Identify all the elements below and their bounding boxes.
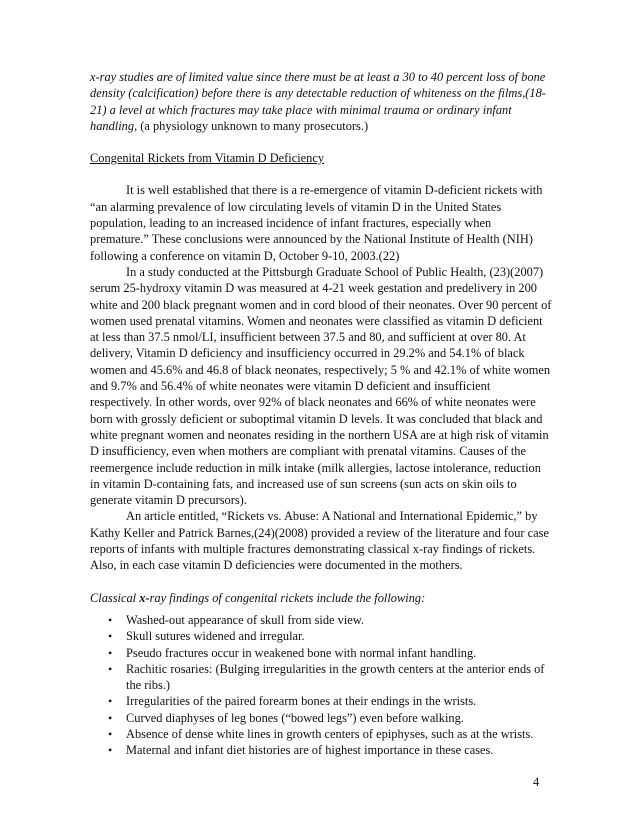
list-item <box>90 661 552 694</box>
findings-lead-after: ray findings of congenital rickets include the following: <box>149 590 426 605</box>
bullet-icon: • <box>108 743 113 758</box>
bullet-icon: • <box>108 629 113 644</box>
findings-lead <box>90 590 552 606</box>
list-item-text: Absence of dense white lines in growth centers of epiphyses, such as at the wrists. <box>126 726 534 741</box>
bullet-icon: • <box>108 661 113 676</box>
list-item-text: Irregularities of the paired forearm bones at their endings in the wrists. <box>126 694 477 709</box>
bullet-icon: • <box>108 612 113 627</box>
section-heading: Congenital Rickets from Vitamin D Deficiency <box>90 151 325 166</box>
list-item-text: Maternal and infant diet histories are of highest importance in these cases. <box>126 743 494 758</box>
intro-tail-text: , (a physiology unknown to many prosecutors.) <box>134 118 369 133</box>
list-item <box>90 628 552 644</box>
findings-lead-keyword: x- <box>139 590 150 605</box>
list-item <box>90 726 552 742</box>
findings-lead-before: Classical <box>90 590 140 605</box>
bullet-icon: • <box>108 726 113 741</box>
list-item-text: Washed-out appearance of skull from side view. <box>126 612 365 627</box>
intro-italic-text: x-ray studies are of limited value since there must be at least a 30 to 40 percent loss of bone density (calcification) before there is any detectable reduction of whiteness on the films,(18-21) a level at which fractures may take place with minimal trauma or ordinary infant handling <box>90 70 546 133</box>
list-item <box>90 710 552 726</box>
bullet-icon: • <box>108 645 113 660</box>
list-item-text: Skull sutures widened and irregular. <box>126 629 305 644</box>
list-item-text: Rachitic rosaries: (Bulging irregularities in the growth centers at the anterior ends of the ribs.) <box>126 661 545 693</box>
findings-list <box>90 612 552 759</box>
page-number: 4 <box>533 775 540 789</box>
bullet-icon: • <box>108 710 113 725</box>
paragraph-nih: It is well established that there is a re-emergence of vitamin D-deficient rickets with “an alarming prevalence of low circulating levels of vitamin D in the United States population, leading to an increased incidence of infant fractures, especially when premature.” These conclusions were announced by the National Institute of Health (NIH) following a conference on vitamin D, October 9-10, 2003.(22) <box>90 183 543 263</box>
paragraph-pittsburgh-study: In a study conducted at the Pittsburgh Graduate School of Public Health, (23)(2007) serum 25-hydroxy vitamin D was measured at 4-21 week gestation and predelivery in 200 white and 200 black pregnant women and in cord blood of their neonates. Over 90 percent of women used prenatal vitamins. Women and neonates were classified as vitamin D deficient at less than 37.5 nmol/LI, insufficient between 37.5 and 80, and sufficient at over 80. At delivery, Vitamin D deficiency and insufficiency occurred in 29.2% and 54.1% of black women and 45.6% and 46.8 of black neonates, respectively; 5 % and 42.1% of white women and 9.7% and 56.4% of white neonates were vitamin D deficient and insufficient respectively. In other words, over 92% of black neonates and 66% of white neonates were born with grossly deficient or suboptimal vitamin D levels. It was concluded that black and white pregnant women and neonates residing in the northern USA are at high risk of vitamin D insufficiency, even when mothers are compliant with prenatal vitamins. Causes of the reemergence include reduction in milk intake (milk allergies, lactose intolerance, reduction in vitamin D-containing fats, and increased use of sun screens (sun acts on skin oils to generate vitamin D precursors). <box>90 264 552 508</box>
list-item <box>90 693 552 709</box>
list-item <box>90 645 552 661</box>
list-item-text: Curved diaphyses of leg bones (“bowed legs”) even before walking. <box>126 710 464 725</box>
intro-paragraph <box>90 69 552 134</box>
list-item-text: Pseudo fractures occur in weakened bone with normal infant handling. <box>126 645 477 660</box>
bullet-icon: • <box>108 694 113 709</box>
list-item <box>90 612 552 628</box>
document-page <box>90 69 552 759</box>
list-item <box>90 742 552 758</box>
paragraph-rickets-vs-abuse: An article entitled, “Rickets vs. Abuse: A National and International Epidemic,” by Kathy Keller and Patrick Barnes,(24)(2008) provided a review of the literature and four case reports of infants with multiple fractures demonstrating classical x-ray findings of rickets. Also, in each case vitamin D deficiencies were documented in the mothers. <box>90 509 549 573</box>
